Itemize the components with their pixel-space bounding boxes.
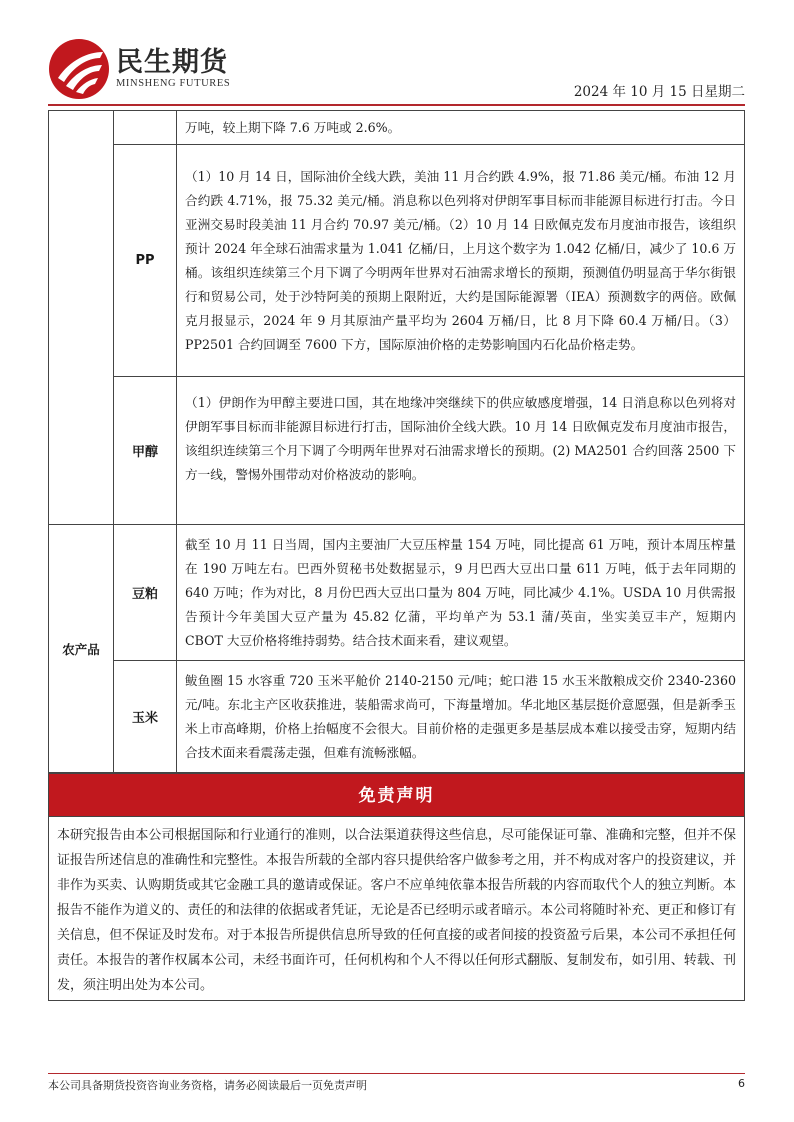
report-date: 2024 年 10 月 15 日星期二 bbox=[573, 84, 745, 100]
disclaimer-body: 本研究报告由本公司根据国际和行业通行的准则，以合法渠道获得这些信息，尽可能保证可靠、准确和完整，但并不保证报告所述信息的准确性和完整性。本报告所载的全部内容只提供给客户做参考之用，并不构成对客户的投资建议，并非作为买卖、认购期货或其它金融工具的邀请或保证。客户不应单纯依靠本报告所载的内容而取代个人的独立判断。本报告不能作为道义的、责任的和法律的依据或者凭证，无论是否已经明示或者暗示。本公司将随时补充、更正和修订有关信息，但不保证及时发布。对于本报告所提供信息所导致的任何直接的或者间接的投资盈亏后果，本公司不承担任何责任。本报告的著作权属本公司，未经书面许可，任何机构和个人不得以任何形式翻版、复制发布，如引用、转载、刊发，须注明出处为本公司。 bbox=[48, 817, 745, 1001]
table-row bbox=[49, 525, 745, 661]
minsheng-logo-icon bbox=[48, 38, 110, 100]
analysis-cell: 万吨，较上期下降 7.6 万吨或 2.6%。 bbox=[177, 111, 745, 145]
analysis-cell: （1）伊朗作为甲醇主要进口国，其在地缘冲突继续下的供应敏感度增强，14 日消息称以色列将对伊朗军事目标而非能源目标进行打击，国际油价全线大跌。10 月 14 日欧佩克发布月度油市报告，该组织连续第三个月下调了今明两年世界对石油需求增长的预期。(2) MA2501 合约回落 2500 下方一线，警惕外围带动对价格波动的影响。 bbox=[177, 377, 745, 525]
product-cell bbox=[114, 111, 177, 145]
product-cell: 甲醇 bbox=[114, 377, 177, 525]
page-number: 6 bbox=[738, 1077, 745, 1090]
analysis-cell: 截至 10 月 11 日当周，国内主要油厂大豆压榨量 154 万吨，同比提高 61 万吨，预计本周压榨量在 190 万吨左右。巴西外贸秘书处数据显示，9 月巴西大豆出口量 611 万吨，低于去年同期的 640 万吨；作为对比，8 月份巴西大豆出口量为 804 万吨，同比减少 4.1%。USDA 10 月供需报告预计今年美国大豆产量为 45.82 亿蒲，平均单产为 53.1 蒲/英亩，坐实美豆丰产，短期内 CBOT 大豆价格将维持弱势。结合技术面来看，建议观望。 bbox=[177, 525, 745, 661]
product-cell: PP bbox=[114, 145, 177, 377]
header-divider bbox=[48, 104, 745, 106]
analysis-cell: （1）10 月 14 日，国际油价全线大跌，美油 11 月合约跌 4.9%，报 71.86 美元/桶。布油 12 月合约跌 4.71%，报 75.32 美元/桶。消息称以色列将对伊朗军事目标而非能源目标进行打击。今日亚洲交易时段美油 11 月合约 70.97 美元/桶。（2）10 月 14 日欧佩克发布月度油市报告，该组织预计 2024 年全球石油需求量为 1.041 亿桶/日，上月这个数字为 1.042 亿桶/日，减少了 10.6 万桶。该组织连续第三个月下调了今明两年世界对石油需求增长的预期，预测值仍明显高于华尔街银行和贸易公司，处于沙特阿美的预期上限附近，大约是国际能源署（IEA）预测数字的两倍。欧佩克月报显示，2024 年 9 月其原油产量平均为 2604 万桶/日，比 8 月下降 60.4 万桶/日。（3）PP2501 合约回调至 7600 下方，国际原油价格的走势影响国内石化品价格走势。 bbox=[177, 145, 745, 377]
footer-divider bbox=[48, 1073, 745, 1074]
table-row bbox=[49, 661, 745, 773]
footer-note: 本公司具备期货投资咨询业务资格，请务必阅读最后一页免责声明 bbox=[48, 1079, 367, 1092]
table-row bbox=[49, 111, 745, 145]
commodity-table bbox=[48, 110, 745, 773]
analysis-cell: 鲅鱼圈 15 水容重 720 玉米平舱价 2140-2150 元/吨；蛇口港 15 水玉米散粮成交价 2340-2360 元/吨。东北主产区收获推进，装船需求尚可，下海量增加。华北地区基层挺价意愿强，但是新季玉米上市高峰期，价格上抬幅度不会很大。目前价格的走强更多是基层成本难以接受击穿，短期内结合技术面来看震荡走强，但难有流畅涨幅。 bbox=[177, 661, 745, 773]
table-row bbox=[49, 377, 745, 525]
disclaimer-title: 免责声明 bbox=[48, 773, 745, 817]
category-cell bbox=[49, 111, 114, 525]
product-cell: 玉米 bbox=[114, 661, 177, 773]
brand-name-en: MINSHENG FUTURES bbox=[116, 78, 231, 89]
brand-name-cn: 民生期货 bbox=[116, 47, 228, 78]
category-cell: 农产品 bbox=[49, 525, 114, 773]
page-header bbox=[48, 34, 745, 104]
table-row bbox=[49, 145, 745, 377]
product-cell: 豆粕 bbox=[114, 525, 177, 661]
